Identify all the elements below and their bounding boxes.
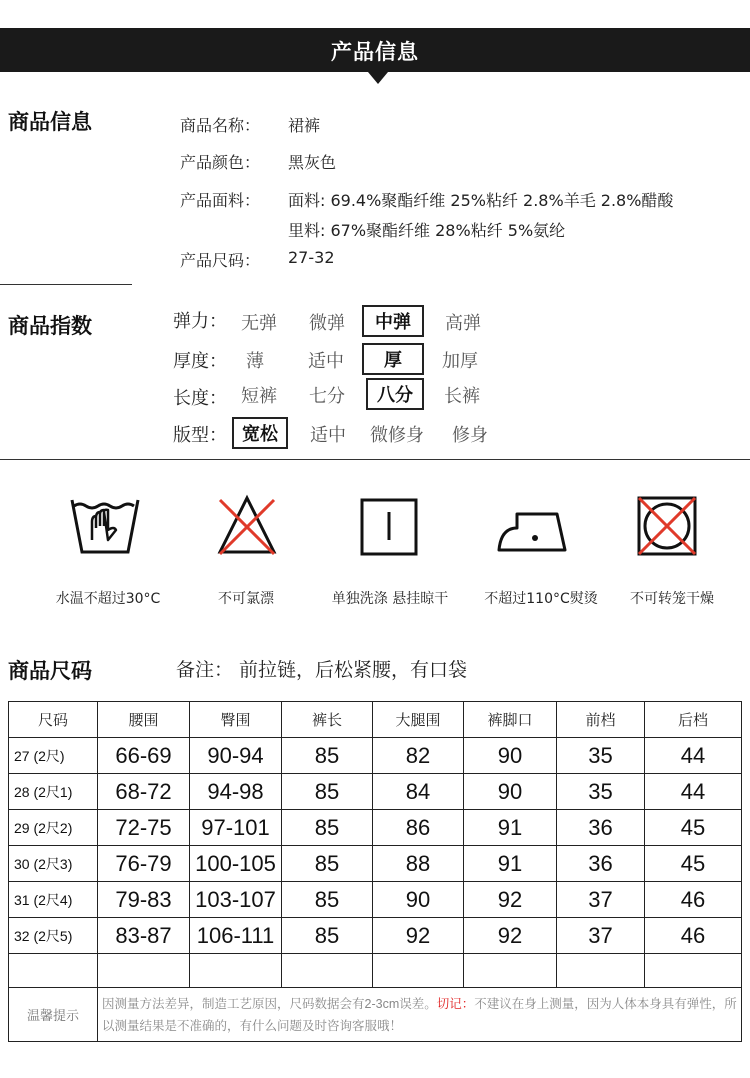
table-cell: 106-111: [190, 918, 282, 954]
care-label: 水温不超过30°C: [55, 591, 161, 607]
index-option-selected: 八分: [366, 378, 424, 410]
table-cell: 29 (2尺2): [9, 810, 98, 846]
index-option: 微弹: [309, 313, 345, 334]
table-cell: 83-87: [98, 918, 190, 954]
table-cell: 36: [557, 810, 645, 846]
info-label-color: 产品颜色：: [180, 153, 261, 172]
care-label: 不可氯漂: [218, 591, 274, 607]
tip-row: [9, 988, 742, 1042]
table-cell: 92: [464, 918, 557, 954]
product-info-title: 商品信息: [8, 110, 92, 134]
index-option: 无弹: [241, 313, 277, 334]
index-option: 加厚: [442, 351, 478, 372]
table-cell: 82: [373, 738, 464, 774]
size-section-title: 商品尺码: [8, 659, 92, 683]
info-label-size: 产品尺码：: [180, 251, 261, 270]
info-value-lining: 里料: 67%聚酯纤维 28%粘纤 5%氨纶: [288, 221, 566, 240]
table-cell: 92: [373, 918, 464, 954]
table-row: [9, 918, 742, 954]
no-bleach-icon: [216, 492, 278, 564]
index-option: 七分: [309, 386, 345, 407]
size-table: [8, 701, 742, 1042]
info-label-fabric: 产品面料：: [180, 191, 261, 210]
table-cell: 85: [282, 882, 373, 918]
divider: [0, 459, 750, 460]
header-hip: 臀围: [190, 702, 282, 738]
index-option: 长裤: [444, 386, 480, 407]
tip-label: 温馨提示: [9, 988, 98, 1042]
table-cell: 27 (2尺): [9, 738, 98, 774]
header-thigh: 大腿围: [373, 702, 464, 738]
table-cell: 45: [645, 846, 742, 882]
table-cell: 72-75: [98, 810, 190, 846]
hand-wash-icon: [70, 492, 140, 564]
index-option: 适中: [310, 425, 346, 446]
index-label-length: 长度：: [173, 388, 227, 409]
info-value-name: 裙裤: [288, 116, 321, 135]
table-cell: 90: [373, 882, 464, 918]
index-label-elasticity: 弹力：: [173, 311, 227, 332]
table-cell: 76-79: [98, 846, 190, 882]
info-value-color: 黑灰色: [288, 153, 337, 172]
info-value-fabric: 面料: 69.4%聚酯纤维 25%粘纤 2.8%羊毛 2.8%醋酸: [288, 191, 674, 210]
tip-warning: 切记：: [436, 996, 475, 1011]
index-option: 短裤: [241, 386, 277, 407]
header-banner: [0, 28, 750, 72]
table-cell: 46: [645, 882, 742, 918]
index-option-selected: 厚: [362, 343, 424, 375]
info-value-size: 27-32: [288, 248, 335, 267]
header-waist: 腰围: [98, 702, 190, 738]
index-option: 修身: [452, 425, 488, 446]
table-cell: 97-101: [190, 810, 282, 846]
table-cell: 44: [645, 738, 742, 774]
table-row: [9, 774, 742, 810]
table-cell: 85: [282, 918, 373, 954]
table-cell: 85: [282, 846, 373, 882]
no-tumble-dry-icon: [636, 492, 698, 564]
header-length: 裤长: [282, 702, 373, 738]
care-label: 不可转笼干燥: [630, 591, 714, 607]
table-cell: 46: [645, 918, 742, 954]
tip-text-part: 不建议在身上测量，因为人体本身具有弹性，所以测量结果是不准确的，有什么问题及时咨询客服哦！: [102, 996, 737, 1033]
index-option: 适中: [308, 351, 344, 372]
table-row: [9, 738, 742, 774]
hang-dry-icon: [359, 492, 419, 564]
product-index-title: 商品指数: [8, 314, 92, 338]
index-option: 薄: [246, 351, 264, 372]
table-cell: 66-69: [98, 738, 190, 774]
header-size: 尺码: [9, 702, 98, 738]
table-cell: 37: [557, 918, 645, 954]
table-cell: 68-72: [98, 774, 190, 810]
table-cell: 35: [557, 774, 645, 810]
index-option-selected: 宽松: [232, 417, 288, 449]
header-back-rise: 后档: [645, 702, 742, 738]
header-front-rise: 前档: [557, 702, 645, 738]
table-cell: 86: [373, 810, 464, 846]
table-cell: 88: [373, 846, 464, 882]
table-cell: 100-105: [190, 846, 282, 882]
table-cell: 85: [282, 738, 373, 774]
table-cell: 32 (2尺5): [9, 918, 98, 954]
info-label-name: 商品名称：: [180, 116, 261, 135]
table-row: [9, 846, 742, 882]
table-cell: 31 (2尺4): [9, 882, 98, 918]
index-label-thickness: 厚度：: [173, 351, 227, 372]
size-note: 备注： 前拉链，后松紧腰，有口袋: [176, 659, 468, 681]
care-label: 不超过110°C熨烫: [484, 591, 598, 607]
table-cell: 79-83: [98, 882, 190, 918]
table-cell: 92: [464, 882, 557, 918]
table-cell: 45: [645, 810, 742, 846]
table-row-empty: [9, 954, 742, 988]
tip-text-part: 因测量方法差异，制造工艺原因，尺码数据会有2-3cm误差。: [102, 996, 437, 1011]
index-label-fit: 版型：: [173, 425, 227, 446]
table-cell: 103-107: [190, 882, 282, 918]
table-cell: 28 (2尺1): [9, 774, 98, 810]
table-cell: 91: [464, 846, 557, 882]
index-option: 微修身: [370, 425, 424, 446]
divider: [0, 284, 132, 285]
banner-title: 产品信息: [331, 40, 419, 64]
table-cell: 91: [464, 810, 557, 846]
table-cell: 84: [373, 774, 464, 810]
table-cell: 94-98: [190, 774, 282, 810]
table-cell: 85: [282, 774, 373, 810]
table-cell: 30 (2尺3): [9, 846, 98, 882]
tip-text: [98, 988, 742, 1042]
table-cell: 35: [557, 738, 645, 774]
table-header-row: [9, 702, 742, 738]
index-option: 高弹: [445, 313, 481, 334]
care-label: 单独洗涤 悬挂晾干: [331, 591, 449, 607]
table-cell: 36: [557, 846, 645, 882]
table-row: [9, 882, 742, 918]
table-cell: 85: [282, 810, 373, 846]
table-cell: 90: [464, 774, 557, 810]
iron-icon: [495, 492, 571, 564]
table-cell: 90-94: [190, 738, 282, 774]
index-option-selected: 中弹: [362, 305, 424, 337]
table-cell: 44: [645, 774, 742, 810]
table-cell: 90: [464, 738, 557, 774]
banner-notch: [368, 72, 388, 84]
header-hem: 裤脚口: [464, 702, 557, 738]
table-row: [9, 810, 742, 846]
table-cell: 37: [557, 882, 645, 918]
